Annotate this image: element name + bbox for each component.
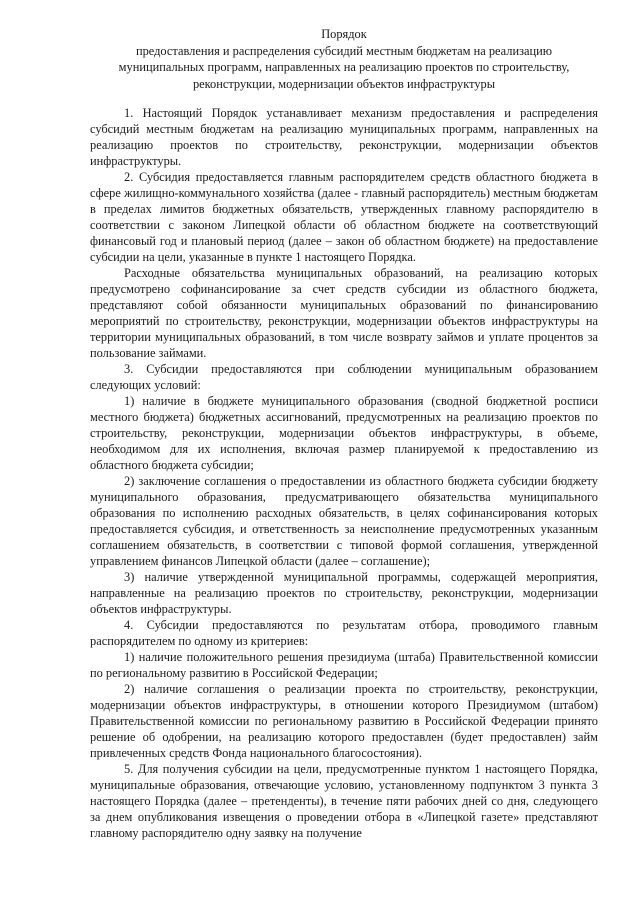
paragraph-8: 4. Субсидии предоставляются по результатам отбора, проводимого главным распорядителем по одному из критериев:: [90, 618, 598, 648]
document-title: Порядок: [321, 27, 367, 41]
paragraph-10: 2) наличие соглашения о реализации проекта по строительству, реконструкции, модернизации объектов инфраструктуры, в отношении которого Президиумом (штабом) Правительственной комиссии по региональному развитию в Российской Федерации принято решение об одобрении, на реализацию которого предоставлен (будет предоставлен) займ привлеченных средств Фонда национального благосостояния).: [90, 682, 598, 760]
paragraph-5: 1) наличие в бюджете муниципального образования (сводной бюджетной росписи местного бюджета) бюджетных ассигнований, предусмотренных на реализацию проектов по строительству, реконструкции, модернизации объектов инфраструктуры, в объеме, необходимом для их исполнения, включая размер планируемой к предоставлению из областного бюджета субсидии;: [90, 394, 598, 472]
paragraph-6: 2) заключение соглашения о предоставлении из областного бюджета субсидии бюджету муниципального образования, предусматривающего обязательства муниципального образования по исполнению расходных обязательств, в целях софинансирования которых предоставляется субсидия, и ответственность за неисполнение предусмотренных указанным соглашением обязательств, в соответствии с типовой формой соглашения, утвержденной управлением финансов Липецкой области (далее – соглашение);: [90, 474, 598, 568]
paragraph-11: 5. Для получения субсидии на цели, предусмотренные пунктом 1 настоящего Порядка, муниципальные образования, отвечающие условию, установленному подпунктом 3 пункта 3 настоящего Порядка (далее – претенденты), в течение пяти рабочих дней со дня, следующего за днем опубликования извещения о проведении отбора в «Липецкой газете» представляют главному распорядителю одну заявку на получение: [90, 762, 598, 840]
paragraph-1: 1. Настоящий Порядок устанавливает механизм предоставления и распределения субсидий местным бюджетам на реализацию муниципальных программ, направленных на реализацию проектов по строительству, реконструкции, модернизации объектов инфраструктуры.: [90, 106, 598, 168]
document-subtitle-line-2: муниципальных программ, направленных на реализацию проектов по строительству,: [118, 60, 570, 74]
document-subtitle-line-3: реконструкции, модернизации объектов инфраструктуры: [192, 76, 496, 91]
document-title-block: [90, 26, 598, 92]
paragraph-2: 2. Субсидия предоставляется главным распорядителем средств областного бюджета в сфере жилищно-коммунального хозяйства (далее - главный распорядитель) местным бюджетам в пределах лимитов бюджетных обязательств, утвержденных главному распорядителю в соответствии с законом Липецкой области об областном бюджете на соответствующий финансовый год и плановый период (далее – закон об областном бюджете) на предоставление субсидии на цели, указанные в пункте 1 настоящего Порядка.: [90, 170, 598, 264]
paragraph-3: Расходные обязательства муниципальных образований, на реализацию которых предусмотрено софинансирование за счет средств субсидии из областного бюджета, представляют собой обязанности муниципальных образований по финансированию мероприятий по строительству, реконструкции, модернизации объектов инфраструктуры на территории муниципальных образований, в том числе возврату займов и уплате процентов за пользование займами.: [90, 266, 598, 360]
paragraph-7: 3) наличие утвержденной муниципальной программы, содержащей мероприятия, направленные на реализацию проектов по строительству, реконструкции, модернизации объектов инфраструктуры.: [90, 570, 598, 616]
document-subtitle-line-1: предоставления и распределения субсидий местным бюджетам на реализацию: [135, 43, 553, 58]
paragraph-9: 1) наличие положительного решения президиума (штаба) Правительственной комиссии по региональному развитию в Российской Федерации;: [90, 650, 598, 680]
paragraph-4: 3. Субсидии предоставляются при соблюдении муниципальным образованием следующих условий:: [90, 362, 598, 392]
